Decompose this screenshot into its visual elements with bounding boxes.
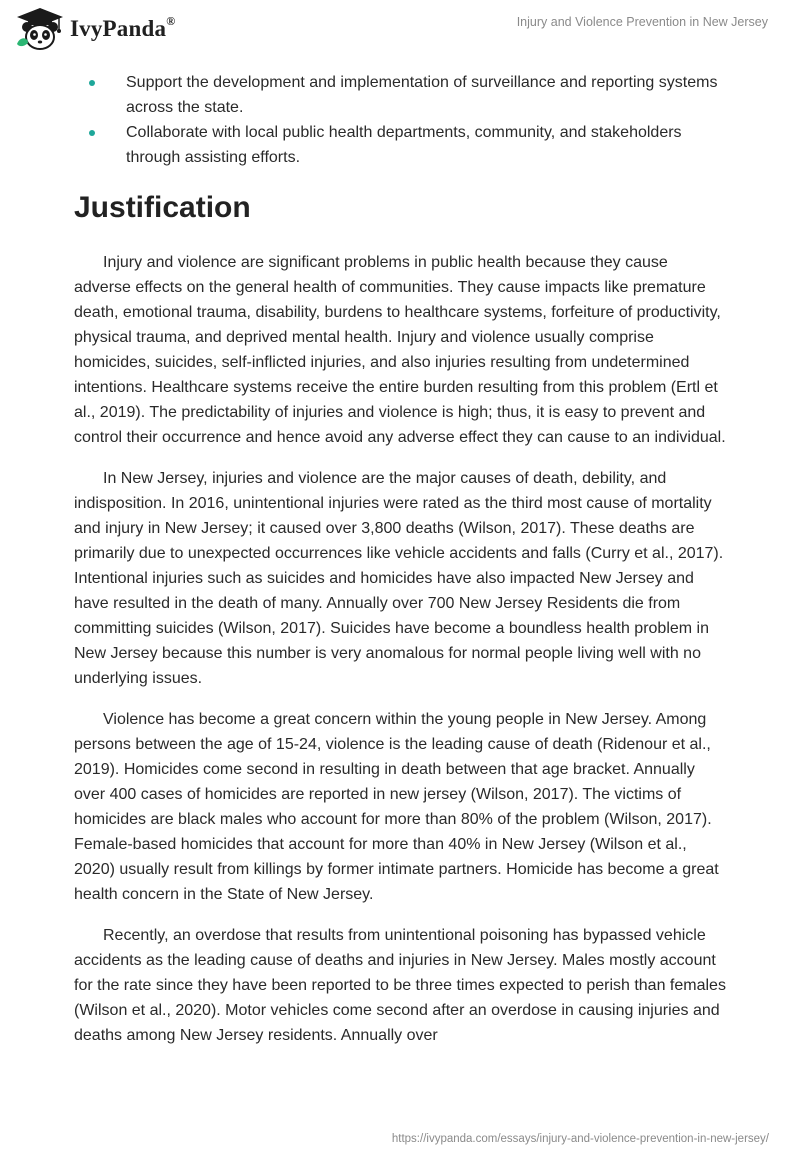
essay-content — [74, 70, 726, 1048]
list-item — [74, 120, 726, 170]
panda-graduate-icon — [14, 6, 66, 52]
paragraph: Violence has become a great concern within the young people in New Jersey. Among persons between the age of 15-24, violence is the leading cause of death (Ridenour et al., 2019). Homicides come second in resulting in death between that age bracket. Annually over 400 cases of homicides are reported in new jersey (Wilson, 2017). The victims of homicides are black males who account for more than 80% of the problem (Wilson, 2017). Female-based homicides that account for more than 40% in New Jersey (Wilson et al., 2020) usually result from killings by former intimate partners. Homicide has become a great health concern in the State of New Jersey. — [74, 711, 719, 903]
source-url-link[interactable]: https://ivypanda.com/essays/injury-and-violence-prevention-in-new-jersey/ — [391, 1133, 769, 1145]
list-item-text: Support the development and implementation of surveillance and reporting systems across the state. — [126, 74, 718, 116]
ivypanda-logo[interactable] — [14, 6, 175, 52]
section-heading: Justification — [74, 191, 251, 224]
list-item — [74, 70, 726, 120]
paragraph: Recently, an overdose that results from unintentional poisoning has bypassed vehicle accidents as the leading cause of deaths and injuries in New Jersey. Males mostly account for the rate since they have been reported to be three times expected to perish than females (Wilson et al., 2020). Motor vehicles come second after an overdose in causing injuries and deaths among New Jersey residents. Annually over — [74, 927, 726, 1044]
bullet-dot-icon — [89, 80, 95, 86]
paragraph: In New Jersey, injuries and violence are the major causes of death, debility, and indisposition. In 2016, unintentional injuries were rated as the third most cause of mortality and injury in New Jersey; it caused over 3,800 deaths (Wilson, 2017). These deaths are primarily due to unexpected occurrences like vehicle accidents and falls (Curry et al., 2017). Intentional injuries such as suicides and homicides have also impacted New Jersey and have resulted in the death of many. Annually over 700 New Jersey Residents die from committing suicides (Wilson, 2017). Suicides have become a boundless health problem in New Jersey because this number is very anomalous for normal people living well with no underlying issues. — [74, 470, 724, 687]
bullet-dot-icon — [89, 130, 95, 136]
document-title: Injury and Violence Prevention in New Jersey — [516, 15, 768, 29]
list-item-text: Collaborate with local public health departments, community, and stakeholders through assisting efforts. — [126, 124, 682, 166]
brand-name: IvyPanda® — [70, 14, 176, 41]
registered-mark: ® — [166, 14, 176, 28]
paragraph: Injury and violence are significant problems in public health because they cause adverse effects on the general health of communities. They cause impacts like premature death, emotional trauma, disability, burdens to healthcare systems, forfeiture of productivity, physical trauma, and deprived mental health. Injury and violence usually comprise homicides, suicides, self-inflicted injuries, and also injuries resulting from undetermined intentions. Healthcare systems receive the entire burden resulting from this problem (Ertl et al., 2019). The predictability of injuries and violence is high; thus, it is easy to prevent and control their occurrence and hence avoid any adverse effect they can cause to an individual. — [74, 254, 726, 446]
page-header — [0, 0, 800, 66]
objectives-list — [74, 70, 726, 170]
